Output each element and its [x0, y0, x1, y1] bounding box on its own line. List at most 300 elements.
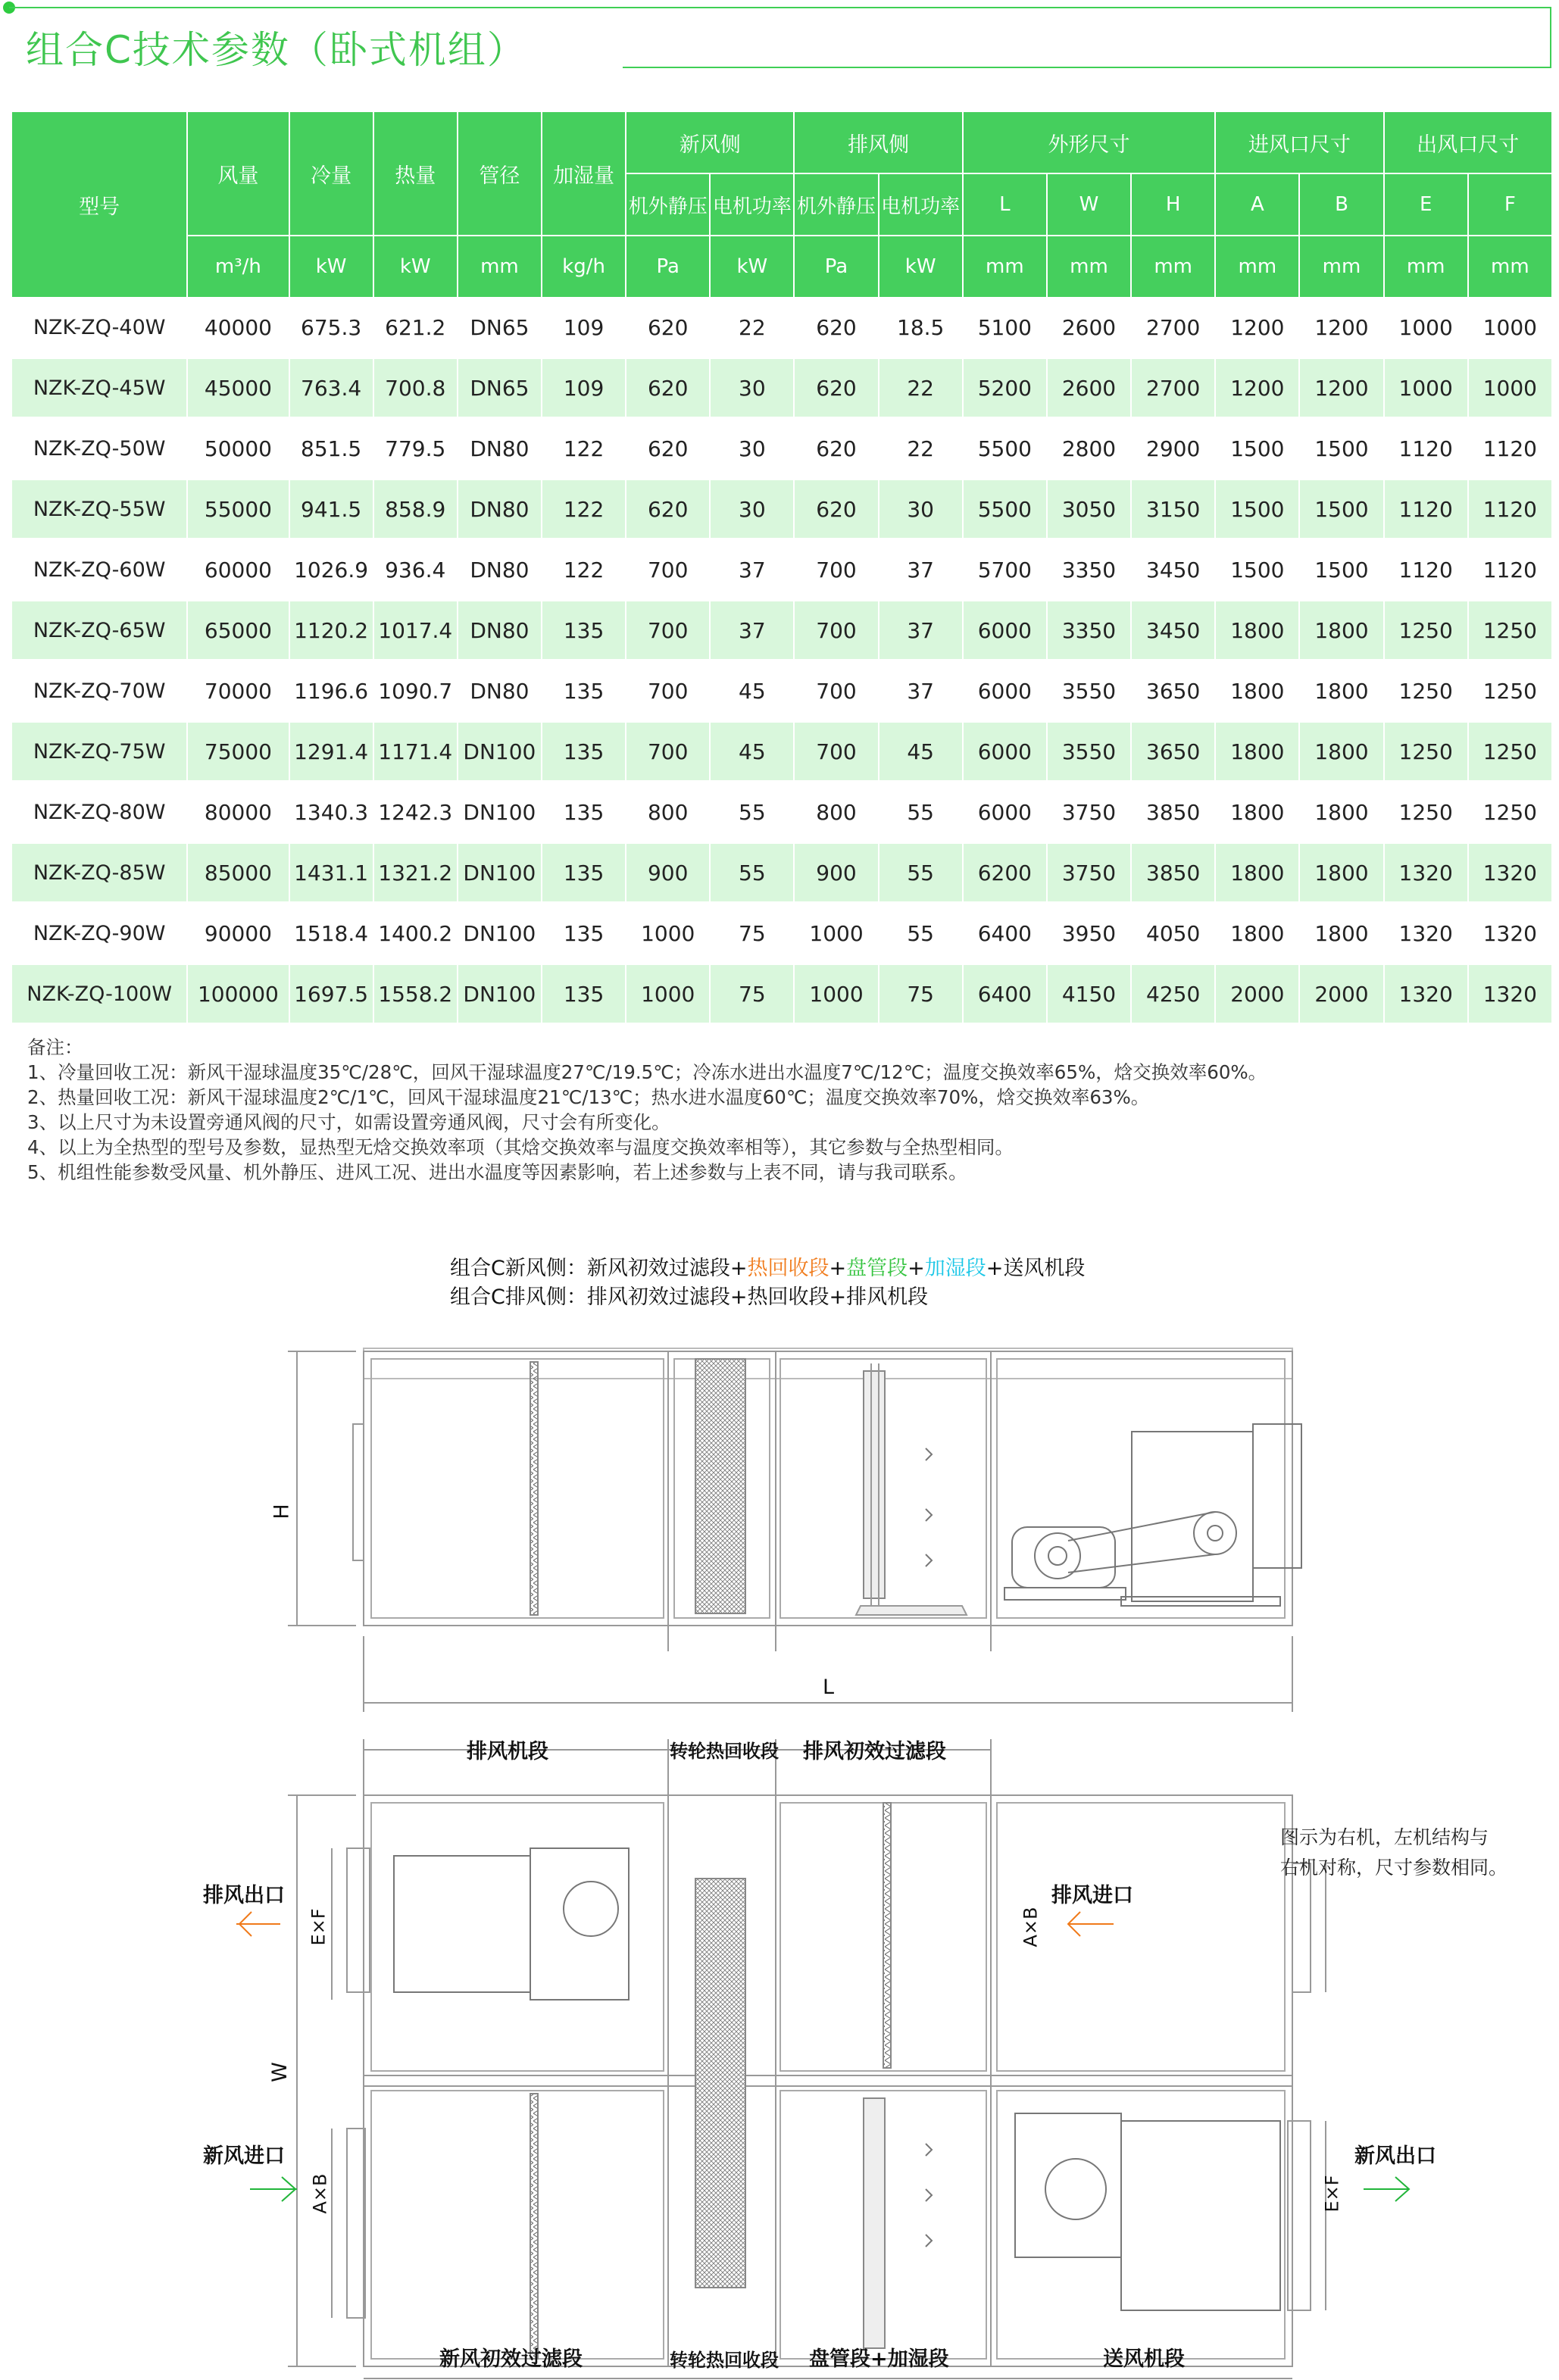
- table-row: [11, 782, 1552, 842]
- table-cell: 3850: [1131, 782, 1215, 842]
- table-cell: DN80: [458, 479, 542, 539]
- table-cell: 620: [626, 298, 710, 358]
- table-cell: 5200: [963, 358, 1047, 418]
- table-cell: 55: [879, 782, 963, 842]
- table-cell: 1000: [1468, 358, 1552, 418]
- exhaust-in-arrow-icon: [1068, 1912, 1114, 1936]
- header-sub-1: 电机功率: [710, 173, 794, 236]
- table-cell: 1120: [1468, 418, 1552, 479]
- header-heating: 热量: [373, 111, 458, 236]
- table-cell: 37: [879, 539, 963, 600]
- table-cell: DN65: [458, 298, 542, 358]
- table-cell: 30: [879, 479, 963, 539]
- title-divider-right: [1550, 7, 1551, 67]
- table-row: [11, 661, 1552, 721]
- title-divider: [9, 7, 1550, 8]
- table-cell: 1090.7: [373, 661, 458, 721]
- header-unit-2: kW: [373, 236, 458, 298]
- header-unit-10: mm: [1047, 236, 1131, 298]
- table-cell: 4050: [1131, 903, 1215, 964]
- table-cell: 700: [626, 661, 710, 721]
- header-sub-10: F: [1468, 173, 1552, 236]
- note-line: 2、热量回收工况：新风干湿球温度2℃/1℃，回风干湿球温度21℃/13℃；热水进水温度60℃；温度交换效率70%，焓交换效率63%。: [27, 1086, 1150, 1108]
- table-cell: 1800: [1215, 842, 1299, 903]
- table-cell: 1000: [626, 903, 710, 964]
- table-cell: 1200: [1215, 298, 1299, 358]
- table-cell: 1320: [1384, 842, 1468, 903]
- table-cell: 1800: [1299, 782, 1383, 842]
- table-cell: 1697.5: [289, 964, 373, 1024]
- table-cell: 1800: [1299, 721, 1383, 782]
- table-cell: 1800: [1299, 903, 1383, 964]
- table-cell: 6000: [963, 721, 1047, 782]
- table-cell: 3450: [1131, 600, 1215, 661]
- header-pipe: 管径: [458, 111, 542, 236]
- table-cell: 45: [710, 721, 794, 782]
- plan-view: [288, 1739, 1326, 2378]
- table-cell: 1500: [1299, 539, 1383, 600]
- title-underline: [623, 67, 1551, 68]
- cell-model: NZK-ZQ-40W: [11, 298, 187, 358]
- table-cell: 55: [879, 903, 963, 964]
- table-cell: 135: [542, 661, 626, 721]
- table-cell: 3350: [1047, 600, 1131, 661]
- dim-ab-bottom: A×B: [309, 2173, 331, 2214]
- table-cell: 1000: [794, 903, 878, 964]
- table-cell: 620: [626, 358, 710, 418]
- table-cell: 85000: [187, 842, 289, 903]
- table-cell: DN80: [458, 539, 542, 600]
- table-cell: 75: [710, 903, 794, 964]
- table-cell: 70000: [187, 661, 289, 721]
- header-unit-4: kg/h: [542, 236, 626, 298]
- dim-ab-top: A×B: [1020, 1907, 1042, 1947]
- table-cell: 3750: [1047, 782, 1131, 842]
- table-cell: 5500: [963, 479, 1047, 539]
- table-cell: 700: [794, 539, 878, 600]
- table-row: [11, 479, 1552, 539]
- table-cell: 22: [710, 298, 794, 358]
- drawing-note: [1280, 1822, 1507, 1883]
- table-cell: 1320: [1468, 842, 1552, 903]
- header-unit-11: mm: [1131, 236, 1215, 298]
- table-cell: 6400: [963, 964, 1047, 1024]
- table-cell: 1500: [1215, 418, 1299, 479]
- table-cell: 37: [879, 661, 963, 721]
- table-row: [11, 600, 1552, 661]
- table-cell: 2600: [1047, 358, 1131, 418]
- table-cell: 1250: [1468, 661, 1552, 721]
- table-cell: 45000: [187, 358, 289, 418]
- table-cell: DN65: [458, 358, 542, 418]
- table-cell: 2700: [1131, 298, 1215, 358]
- header-sub-3: 电机功率: [879, 173, 963, 236]
- table-cell: 100000: [187, 964, 289, 1024]
- table-cell: 30: [710, 418, 794, 479]
- table-cell: 1000: [626, 964, 710, 1024]
- spec-table: [11, 111, 1553, 1026]
- table-cell: 763.4: [289, 358, 373, 418]
- note-line: 1、冷量回收工况：新风干湿球温度35℃/28℃，回风干湿球温度27℃/19.5℃；冷冻水进出水温度7℃/12℃；温度交换效率65%，焓交换效率60%。: [27, 1061, 1267, 1083]
- table-cell: 1250: [1468, 600, 1552, 661]
- header-sub-0: 机外静压: [626, 173, 710, 236]
- table-cell: 620: [794, 418, 878, 479]
- notes-heading: 备注：: [27, 1036, 83, 1058]
- table-cell: 1320: [1468, 964, 1552, 1024]
- table-cell: 1320: [1384, 903, 1468, 964]
- note-line: 4、以上为全热型的型号及参数，显热型无焓交换效率项（其焓交换效率与温度交换效率相等），其它参数与全热型相同。: [27, 1136, 1014, 1158]
- table-cell: 5700: [963, 539, 1047, 600]
- header-fresh-side: 新风侧: [626, 111, 794, 173]
- header-unit-13: mm: [1299, 236, 1383, 298]
- formula-coil: 盘管段: [846, 1257, 908, 1280]
- table-cell: 1242.3: [373, 782, 458, 842]
- table-cell: 941.5: [289, 479, 373, 539]
- table-cell: 800: [794, 782, 878, 842]
- table-cell: 6000: [963, 600, 1047, 661]
- header-sub-7: A: [1215, 173, 1299, 236]
- table-cell: 700.8: [373, 358, 458, 418]
- table-cell: 1800: [1299, 661, 1383, 721]
- note-line: 5、机组性能参数受风量、机外静压、进风工况、进出水温度等因素影响，若上述参数与上表不同，请与我司联系。: [27, 1161, 967, 1183]
- table-cell: 135: [542, 842, 626, 903]
- header-airflow: 风量: [187, 111, 289, 236]
- table-cell: 1500: [1215, 539, 1299, 600]
- table-cell: 30: [710, 358, 794, 418]
- section-exhaust-fan: 排风机段: [467, 1740, 548, 1763]
- table-cell: 50000: [187, 418, 289, 479]
- table-cell: DN100: [458, 782, 542, 842]
- table-cell: 1120: [1384, 539, 1468, 600]
- table-cell: 55: [710, 782, 794, 842]
- formula-text: 组合C新风侧：新风初效过滤段+: [450, 1257, 748, 1280]
- table-cell: 700: [794, 721, 878, 782]
- table-cell: 621.2: [373, 298, 458, 358]
- table-cell: 55: [879, 842, 963, 903]
- table-cell: DN80: [458, 661, 542, 721]
- table-cell: 5500: [963, 418, 1047, 479]
- table-cell: 700: [794, 661, 878, 721]
- table-cell: 620: [794, 298, 878, 358]
- table-cell: 1340.3: [289, 782, 373, 842]
- table-cell: 3850: [1131, 842, 1215, 903]
- dim-l-label: L: [823, 1676, 835, 1699]
- table-cell: 122: [542, 539, 626, 600]
- label-exhaust-in: 排风进口: [1051, 1884, 1133, 1907]
- table-cell: 18.5: [879, 298, 963, 358]
- table-cell: 900: [626, 842, 710, 903]
- table-cell: 1200: [1299, 358, 1383, 418]
- note-line: 3、以上尺寸为未设置旁通风阀的尺寸，如需设置旁通风阀，尺寸会有所变化。: [27, 1111, 670, 1133]
- table-cell: 1500: [1215, 479, 1299, 539]
- table-cell: 1321.2: [373, 842, 458, 903]
- table-cell: 1320: [1468, 903, 1552, 964]
- table-cell: 135: [542, 903, 626, 964]
- cell-model: NZK-ZQ-70W: [11, 661, 187, 721]
- section-wheel-top: 转轮热回收段: [670, 1741, 779, 1762]
- header-dims: 外形尺寸: [963, 111, 1216, 173]
- table-cell: 1120: [1468, 479, 1552, 539]
- table-cell: DN100: [458, 842, 542, 903]
- table-cell: 65000: [187, 600, 289, 661]
- table-cell: 1250: [1384, 661, 1468, 721]
- table-cell: 1200: [1299, 298, 1383, 358]
- label-exhaust-out: 排风出口: [203, 1884, 285, 1907]
- exhaust-out-arrow-icon: [236, 1912, 280, 1936]
- fresh-in-arrow-icon: [250, 2177, 297, 2201]
- table-cell: 1171.4: [373, 721, 458, 782]
- table-cell: 1250: [1384, 600, 1468, 661]
- cell-model: NZK-ZQ-60W: [11, 539, 187, 600]
- table-cell: 6400: [963, 903, 1047, 964]
- table-row: [11, 358, 1552, 418]
- table-cell: 1558.2: [373, 964, 458, 1024]
- table-cell: 1400.2: [373, 903, 458, 964]
- table-cell: 1800: [1215, 661, 1299, 721]
- table-cell: 1250: [1468, 782, 1552, 842]
- table-cell: DN80: [458, 600, 542, 661]
- formula-heat-recovery: 热回收段: [747, 1257, 829, 1280]
- label-fresh-in: 新风进口: [203, 2144, 285, 2168]
- table-cell: 75000: [187, 721, 289, 782]
- header-unit-1: kW: [289, 236, 373, 298]
- section-wheel-bottom: 转轮热回收段: [670, 2350, 779, 2371]
- formula-humidifier: 加湿段: [924, 1257, 986, 1280]
- table-cell: 55: [710, 842, 794, 903]
- table-cell: 109: [542, 358, 626, 418]
- header-unit-9: mm: [963, 236, 1047, 298]
- table-cell: 22: [879, 418, 963, 479]
- table-cell: DN80: [458, 418, 542, 479]
- table-cell: 1800: [1215, 721, 1299, 782]
- table-cell: DN100: [458, 964, 542, 1024]
- table-cell: 700: [794, 600, 878, 661]
- table-cell: 1000: [1384, 358, 1468, 418]
- table-cell: 858.9: [373, 479, 458, 539]
- table-cell: 1120: [1384, 479, 1468, 539]
- formula-exhaust-side: 组合C排风侧：排风初效过滤段+热回收段+排风机段: [450, 1285, 929, 1309]
- formula-plus: +: [829, 1257, 847, 1280]
- label-fresh-out: 新风出口: [1354, 2144, 1436, 2168]
- title-bar: [0, 0, 1559, 70]
- cell-model: NZK-ZQ-65W: [11, 600, 187, 661]
- table-cell: 3450: [1131, 539, 1215, 600]
- table-cell: 620: [794, 479, 878, 539]
- drawing-note-line: 图示为右机，左机结构与: [1280, 1826, 1489, 1848]
- dim-h-label: H: [270, 1504, 294, 1520]
- table-cell: 1000: [1384, 298, 1468, 358]
- table-cell: 1800: [1299, 600, 1383, 661]
- table-row: [11, 721, 1552, 782]
- table-cell: 60000: [187, 539, 289, 600]
- dim-ef-bottom: E×F: [1321, 2175, 1343, 2213]
- header-unit-5: Pa: [626, 236, 710, 298]
- drawing-note-line: 右机对称，尺寸参数相同。: [1280, 1857, 1508, 1879]
- table-cell: 3650: [1131, 721, 1215, 782]
- header-unit-3: mm: [458, 236, 542, 298]
- table-cell: 3950: [1047, 903, 1131, 964]
- header-unit-15: mm: [1468, 236, 1552, 298]
- header-cooling: 冷量: [289, 111, 373, 236]
- table-cell: 135: [542, 782, 626, 842]
- table-cell: 3050: [1047, 479, 1131, 539]
- table-cell: DN100: [458, 903, 542, 964]
- formula-plus: +: [908, 1257, 925, 1280]
- header-sub-4: L: [963, 173, 1047, 236]
- header-humid: 加湿量: [542, 111, 626, 236]
- table-cell: 936.4: [373, 539, 458, 600]
- table-cell: 2900: [1131, 418, 1215, 479]
- table-cell: 6000: [963, 782, 1047, 842]
- table-cell: 135: [542, 600, 626, 661]
- table-cell: 3550: [1047, 721, 1131, 782]
- cell-model: NZK-ZQ-55W: [11, 479, 187, 539]
- dim-ef-top: E×F: [308, 1908, 330, 1946]
- page-title: 组合C技术参数（卧式机组）: [26, 28, 526, 72]
- header-unit-7: Pa: [794, 236, 878, 298]
- table-cell: 1000: [794, 964, 878, 1024]
- table-cell: 620: [794, 358, 878, 418]
- table-cell: 55000: [187, 479, 289, 539]
- table-row: [11, 964, 1552, 1024]
- table-cell: 3750: [1047, 842, 1131, 903]
- header-sub-5: W: [1047, 173, 1131, 236]
- table-cell: 1431.1: [289, 842, 373, 903]
- side-view: [288, 1348, 1301, 1712]
- table-cell: 675.3: [289, 298, 373, 358]
- header-unit-12: mm: [1215, 236, 1299, 298]
- section-coil-humid: 盘管段+加湿段: [809, 2347, 949, 2371]
- table-cell: 700: [626, 539, 710, 600]
- notes: [27, 1035, 1267, 1185]
- table-cell: 1200: [1215, 358, 1299, 418]
- table-cell: 75: [879, 964, 963, 1024]
- header-sub-2: 机外静压: [794, 173, 878, 236]
- formula-text: +送风机段: [986, 1257, 1086, 1280]
- header-unit-0: m³/h: [187, 236, 289, 298]
- section-supply-fan: 送风机段: [1103, 2347, 1185, 2371]
- table-cell: 5100: [963, 298, 1047, 358]
- table-cell: DN100: [458, 721, 542, 782]
- table-cell: 1196.6: [289, 661, 373, 721]
- table-cell: 620: [626, 479, 710, 539]
- table-cell: 4250: [1131, 964, 1215, 1024]
- table-cell: 37: [879, 600, 963, 661]
- table-cell: 3650: [1131, 661, 1215, 721]
- header-unit-14: mm: [1384, 236, 1468, 298]
- header-inlet: 进风口尺寸: [1215, 111, 1383, 173]
- header-sub-6: H: [1131, 173, 1215, 236]
- table-cell: 22: [879, 358, 963, 418]
- table-cell: 45: [710, 661, 794, 721]
- cell-model: NZK-ZQ-85W: [11, 842, 187, 903]
- table-cell: 135: [542, 721, 626, 782]
- table-cell: 80000: [187, 782, 289, 842]
- cell-model: NZK-ZQ-100W: [11, 964, 187, 1024]
- table-cell: 900: [794, 842, 878, 903]
- table-cell: 1800: [1215, 782, 1299, 842]
- table-row: [11, 418, 1552, 479]
- table-cell: 2000: [1299, 964, 1383, 1024]
- section-exhaust-filter: 排风初效过滤段: [803, 1740, 946, 1763]
- header-unit-6: kW: [710, 236, 794, 298]
- table-cell: 1500: [1299, 418, 1383, 479]
- table-row: [11, 298, 1552, 358]
- table-cell: 2700: [1131, 358, 1215, 418]
- formula-fresh-side: [450, 1251, 1085, 1281]
- table-cell: 1120: [1384, 418, 1468, 479]
- cell-model: NZK-ZQ-75W: [11, 721, 187, 782]
- cell-model: NZK-ZQ-50W: [11, 418, 187, 479]
- dim-w-label: W: [267, 2062, 292, 2082]
- header-sub-8: B: [1299, 173, 1383, 236]
- header-model: 型号: [11, 111, 187, 298]
- table-cell: 75: [710, 964, 794, 1024]
- table-cell: 3550: [1047, 661, 1131, 721]
- table-cell: 122: [542, 479, 626, 539]
- table-cell: 37: [710, 600, 794, 661]
- table-cell: 30: [710, 479, 794, 539]
- table-cell: 700: [626, 600, 710, 661]
- table-cell: 1250: [1384, 782, 1468, 842]
- cell-model: NZK-ZQ-90W: [11, 903, 187, 964]
- table-cell: 1000: [1468, 298, 1552, 358]
- table-cell: 6200: [963, 842, 1047, 903]
- cell-model: NZK-ZQ-45W: [11, 358, 187, 418]
- table-cell: 1800: [1299, 842, 1383, 903]
- header-sub-9: E: [1384, 173, 1468, 236]
- table-cell: 1800: [1215, 903, 1299, 964]
- header-exhaust-side: 排风侧: [794, 111, 962, 173]
- table-cell: 2600: [1047, 298, 1131, 358]
- table-cell: 1017.4: [373, 600, 458, 661]
- table-cell: 2000: [1215, 964, 1299, 1024]
- table-cell: 4150: [1047, 964, 1131, 1024]
- table-cell: 1800: [1215, 600, 1299, 661]
- table-cell: 620: [626, 418, 710, 479]
- table-cell: 1518.4: [289, 903, 373, 964]
- table-cell: 779.5: [373, 418, 458, 479]
- header-unit-8: kW: [879, 236, 963, 298]
- table-cell: 40000: [187, 298, 289, 358]
- fresh-out-arrow-icon: [1364, 2177, 1409, 2201]
- table-cell: 3350: [1047, 539, 1131, 600]
- table-cell: 45: [879, 721, 963, 782]
- table-cell: 1250: [1384, 721, 1468, 782]
- table-cell: 90000: [187, 903, 289, 964]
- table-cell: 2800: [1047, 418, 1131, 479]
- table-cell: 851.5: [289, 418, 373, 479]
- header-outlet: 出风口尺寸: [1384, 111, 1552, 173]
- table-cell: 1500: [1299, 479, 1383, 539]
- table-cell: 1250: [1468, 721, 1552, 782]
- table-row: [11, 903, 1552, 964]
- table-cell: 122: [542, 418, 626, 479]
- table-cell: 6000: [963, 661, 1047, 721]
- table-cell: 800: [626, 782, 710, 842]
- section-fresh-filter: 新风初效过滤段: [439, 2347, 583, 2371]
- table-cell: 3150: [1131, 479, 1215, 539]
- table-cell: 135: [542, 964, 626, 1024]
- table-cell: 109: [542, 298, 626, 358]
- table-cell: 37: [710, 539, 794, 600]
- table-cell: 1120: [1468, 539, 1552, 600]
- table-row: [11, 842, 1552, 903]
- table-row: [11, 539, 1552, 600]
- table-cell: 1026.9: [289, 539, 373, 600]
- table-cell: 1291.4: [289, 721, 373, 782]
- table-cell: 1320: [1384, 964, 1468, 1024]
